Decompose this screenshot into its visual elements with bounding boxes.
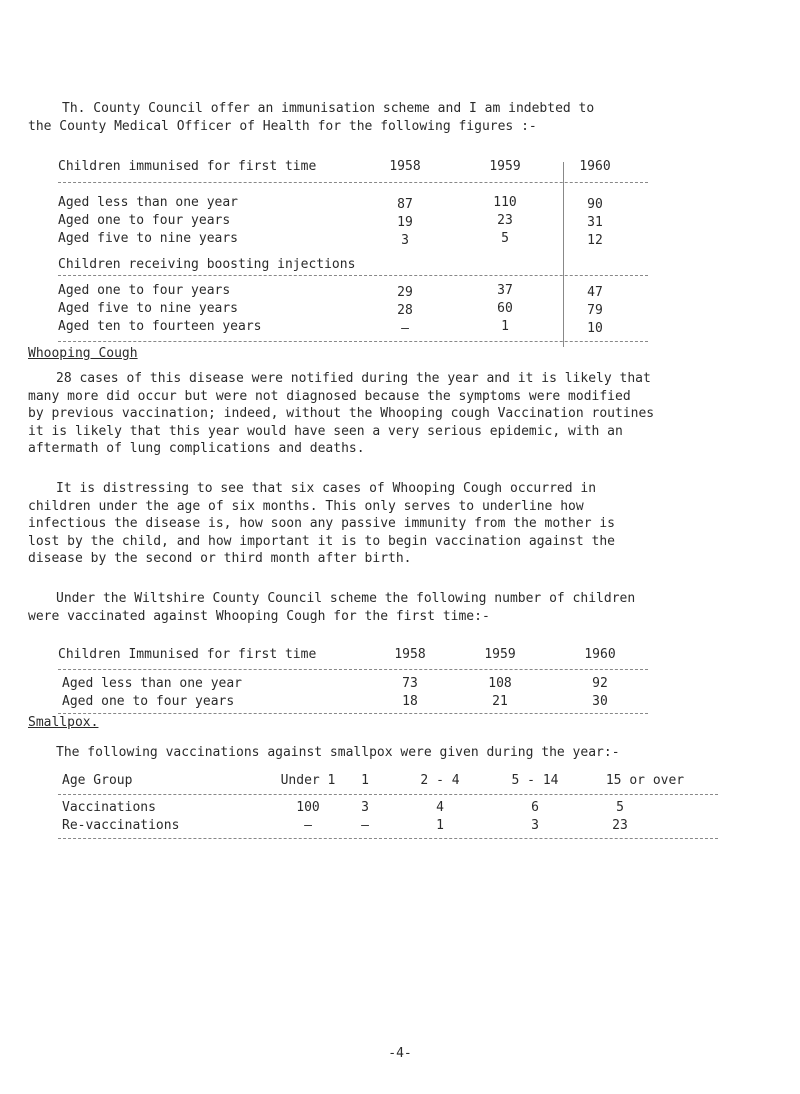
whooping-cough-heading: Whooping Cough [28, 346, 138, 361]
cell: – [304, 818, 312, 833]
cell: 23 [497, 213, 513, 228]
text-line: children under the age of six months. This only serves to underline how [28, 498, 584, 514]
cell: 31 [587, 215, 603, 230]
row-label: Aged one to four years [58, 283, 231, 298]
page-number: -4- [388, 1046, 412, 1061]
table-subheader: Children receiving boosting injections [58, 257, 356, 272]
whooping-paragraph-1 [28, 370, 788, 458]
year-1958: 1958 [394, 647, 426, 662]
cell: 4 [436, 800, 444, 815]
cell: 87 [397, 197, 413, 212]
year-1960: 1960 [579, 159, 611, 174]
table-rule [58, 341, 648, 342]
text-line: by previous vaccination; indeed, without the Whooping cough Vaccination routines [28, 406, 655, 421]
row-label: Aged five to nine years [58, 231, 239, 246]
year-1958: 1958 [389, 159, 421, 174]
whooping-paragraph-2 [28, 480, 788, 568]
row-label: Aged one to four years [62, 694, 235, 709]
cell: 3 [401, 233, 409, 248]
year-1960: 1960 [584, 647, 616, 662]
cell: 47 [587, 285, 603, 300]
column-header: 15 or over [605, 773, 685, 788]
column-header: 5 - 14 [511, 773, 559, 788]
text-line: aftermath of lung complications and deaths. [28, 441, 365, 456]
cell: 12 [587, 233, 603, 248]
text-line: 28 cases of this disease were notified during the year and it is likely that [56, 371, 651, 386]
smallpox-heading: Smallpox. [28, 715, 99, 730]
column-header: 1 [361, 773, 369, 788]
cell: 37 [497, 283, 513, 298]
column-divider [563, 162, 564, 347]
cell: 1 [501, 319, 509, 334]
cell: 108 [488, 676, 512, 691]
row-label: Aged one to four years [58, 213, 231, 228]
text-line: infectious the disease is, how soon any passive immunity from the mother is [28, 516, 615, 531]
text-line: disease by the second or third month after birth. [28, 551, 412, 566]
cell: 23 [612, 818, 628, 833]
column-header: 2 - 4 [420, 773, 460, 788]
cell: 30 [592, 694, 608, 709]
table-rule [58, 713, 648, 714]
cell: 21 [492, 694, 508, 709]
cell: 5 [501, 231, 509, 246]
table-rule [58, 794, 718, 795]
cell: 3 [531, 818, 539, 833]
table-rule [58, 838, 718, 839]
cell: 18 [402, 694, 418, 709]
year-1959: 1959 [489, 159, 521, 174]
table-header-label: Children Immunised for first time [58, 647, 317, 662]
intro-paragraph [28, 100, 800, 135]
cell: 5 [616, 800, 624, 815]
whooping-paragraph-3 [28, 590, 788, 625]
cell: 60 [497, 301, 513, 316]
cell: 100 [296, 800, 320, 815]
column-header: Age Group [62, 773, 133, 788]
text-line: many more did occur but were not diagnosed because the symptoms were modified [28, 388, 631, 404]
cell: 92 [592, 676, 608, 691]
row-label: Aged five to nine years [58, 301, 239, 316]
cell: 10 [587, 321, 603, 336]
cell: 73 [402, 676, 418, 691]
row-label: Aged less than one year [62, 676, 243, 691]
text-line: Under the Wiltshire County Council scheme the following number of children [56, 591, 636, 606]
table-rule [58, 182, 648, 183]
cell: 1 [436, 818, 444, 833]
cell: – [401, 321, 409, 336]
year-1959: 1959 [484, 647, 516, 662]
cell: 29 [397, 285, 413, 300]
smallpox-intro: The following vaccinations against smallpox were given during the year:- [56, 745, 620, 760]
table-rule [58, 275, 648, 276]
row-label: Aged less than one year [58, 195, 239, 210]
cell: 110 [493, 195, 517, 210]
cell: 3 [361, 800, 369, 815]
column-header: Under 1 [280, 773, 336, 788]
intro-line: the County Medical Officer of Health for the following figures :- [28, 118, 537, 134]
cell: 6 [531, 800, 539, 815]
text-line: it is likely that this year would have seen a very serious epidemic, with an [28, 423, 623, 439]
row-label: Re-vaccinations [62, 818, 180, 833]
row-label: Vaccinations [62, 800, 156, 815]
cell: – [361, 818, 369, 833]
intro-line: Th. County Council offer an immunisation scheme and I am indebted to [62, 101, 595, 116]
cell: 28 [397, 303, 413, 318]
cell: 79 [587, 303, 603, 318]
text-line: lost by the child, and how important it is to begin vaccination against the [28, 533, 615, 549]
cell: 90 [587, 197, 603, 212]
row-label: Aged ten to fourteen years [58, 319, 262, 334]
cell: 19 [397, 215, 413, 230]
table-header-label: Children immunised for first time [58, 159, 317, 174]
text-line: were vaccinated against Whooping Cough for the first time:- [28, 608, 490, 624]
text-line: It is distressing to see that six cases of Whooping Cough occurred in [56, 481, 597, 496]
table-rule [58, 669, 648, 670]
